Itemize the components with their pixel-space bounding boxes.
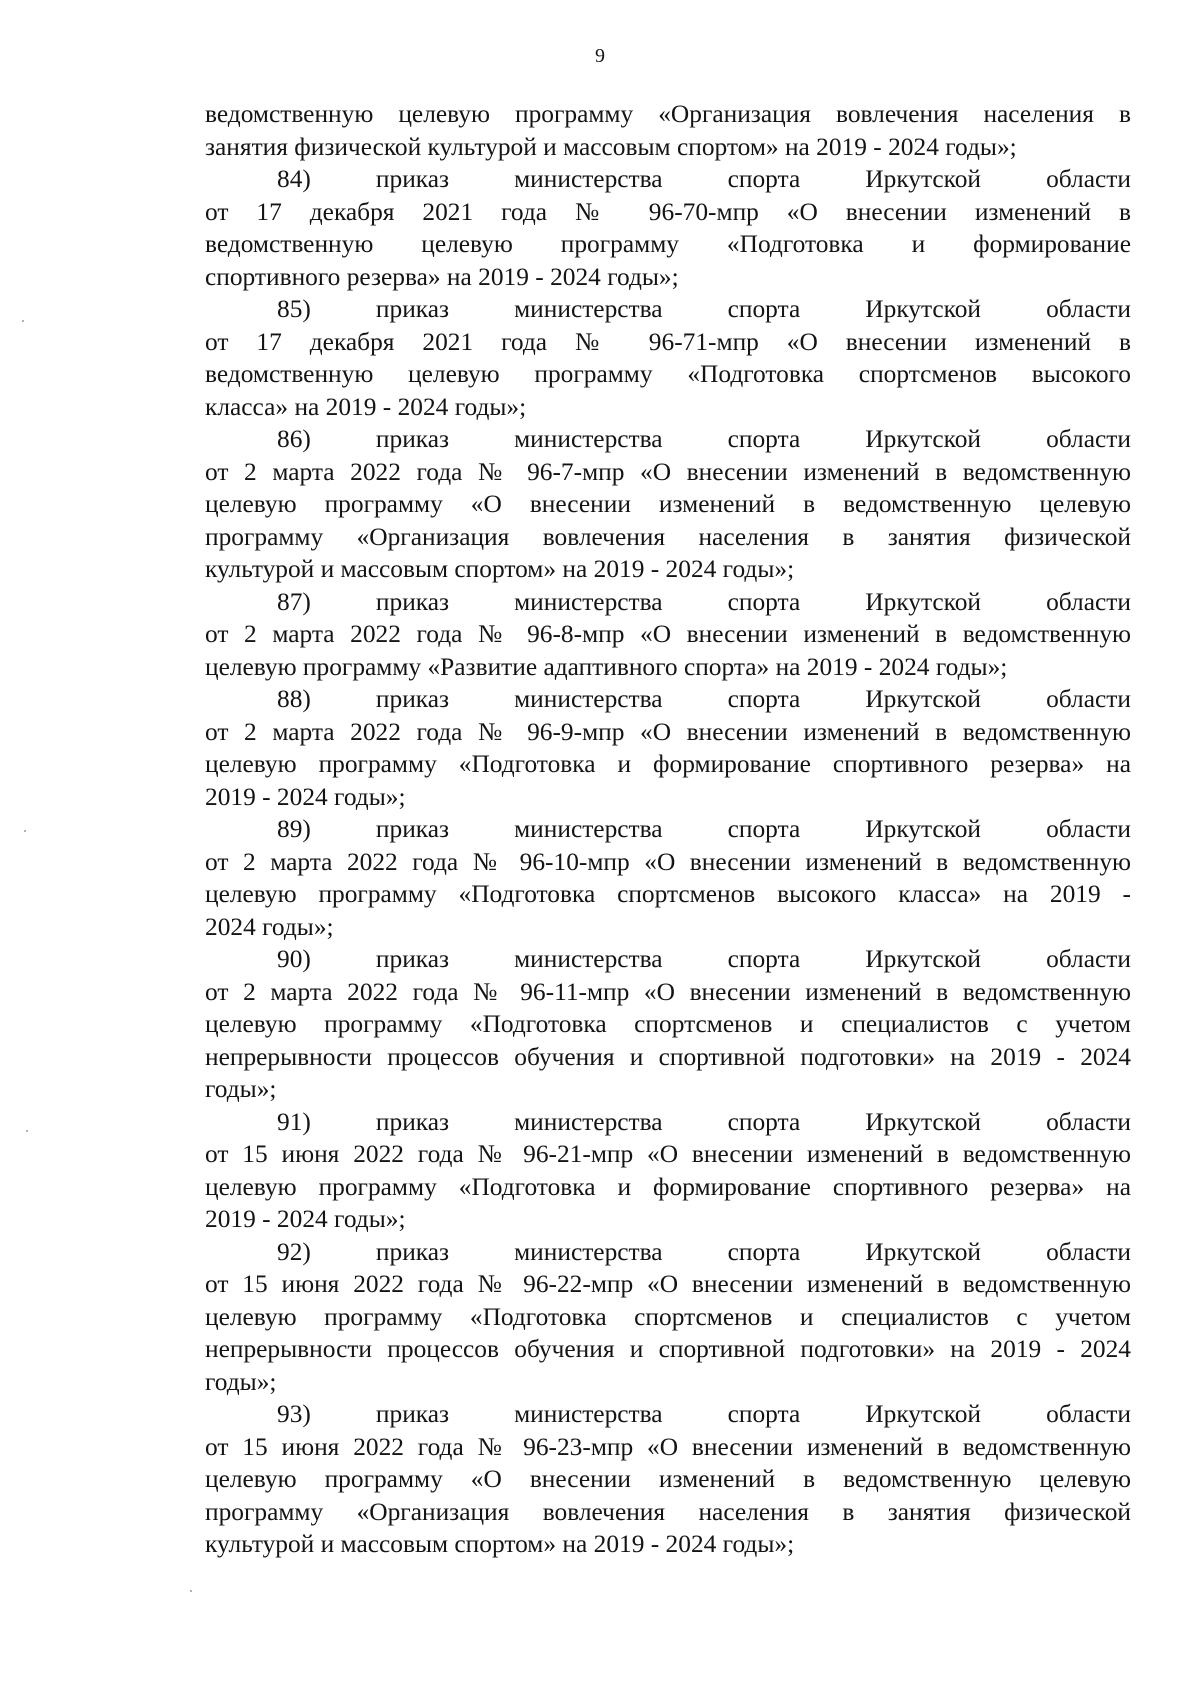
text-line: от 2 марта 2022 года № 96-7-мпр «О внесении изменений в ведомственную: [205, 457, 1131, 486]
head-word: спорта: [727, 165, 801, 193]
item-number: 84): [277, 165, 311, 193]
order-item-head: [205, 683, 1131, 716]
text-line: от 2 марта 2022 года № 96-8-мпр «О внесении изменений в ведомственную: [205, 620, 1131, 648]
page-number: 9: [595, 45, 605, 67]
text-line: ведомственную целевую программу «Организация вовлечения населения в: [205, 100, 1131, 128]
order-item-head: [205, 1398, 1131, 1431]
text-line: от 2 марта 2022 года № 96-10-мпр «О внесении изменений в ведомственную: [205, 847, 1131, 876]
order-item: [205, 1398, 1131, 1561]
head-word: спорта: [727, 685, 801, 713]
text-line: годы»;: [205, 1367, 277, 1396]
order-item: [205, 1236, 1131, 1399]
head-word: Иркутской: [865, 295, 981, 323]
item-number: 86): [277, 425, 311, 453]
order-item: [205, 813, 1131, 943]
order-item-head: [205, 813, 1131, 846]
head-word: спорта: [727, 945, 801, 973]
text-line: культурой и массовым спортом» на 2019 - 2024 годы»;: [205, 1530, 795, 1558]
order-item: [205, 683, 1131, 813]
item-number: 93): [277, 1400, 311, 1428]
head-word: области: [1046, 1237, 1131, 1266]
order-item: [205, 163, 1131, 293]
order-item: [205, 293, 1131, 423]
order-item: [205, 423, 1131, 586]
text-line: культурой и массовым спортом» на 2019 - 2024 годы»;: [205, 555, 795, 583]
head-word: министерства: [514, 165, 663, 193]
head-word: области: [1046, 1107, 1131, 1136]
head-word: спорта: [727, 1400, 801, 1428]
head-word: области: [1046, 425, 1131, 453]
head-word: Иркутской: [865, 425, 981, 453]
order-list: [205, 163, 1131, 1561]
head-word: Иркутской: [865, 1107, 981, 1136]
head-word: приказ: [375, 165, 450, 193]
order-item-head: [205, 293, 1131, 326]
item-number: 89): [277, 815, 311, 843]
text-line: от 15 июня 2022 года № 96-22-мпр «О внесении изменений в ведомственную: [205, 1270, 1131, 1298]
scan-speck: [26, 1130, 28, 1132]
text-line: программу «Организация вовлечения населения в занятия физической: [205, 522, 1131, 551]
head-word: Иркутской: [865, 1400, 981, 1428]
text-line: целевую программу «Развитие адаптивного спорта» на 2019 - 2024 годы»;: [205, 652, 1008, 681]
scan-speck: [22, 320, 24, 322]
head-word: спорта: [727, 295, 801, 323]
text-line: занятия физической культурой и массовым спортом» на 2019 - 2024 годы»;: [205, 132, 1017, 161]
head-word: министерства: [514, 945, 663, 973]
text-line: целевую программу «Подготовка спортсменов и специалистов с учетом: [205, 1302, 1131, 1331]
order-item-head: [205, 163, 1131, 196]
head-word: министерства: [514, 685, 663, 713]
head-word: спорта: [727, 1107, 801, 1136]
item-number: 87): [277, 587, 311, 616]
intro-paragraph: [205, 98, 1131, 163]
text-line: целевую программу «Подготовка спортсменов и специалистов с учетом: [205, 1010, 1131, 1038]
head-word: министерства: [514, 425, 663, 453]
head-word: Иркутской: [865, 815, 981, 843]
head-word: приказ: [375, 587, 450, 616]
head-word: области: [1046, 685, 1131, 713]
head-word: спорта: [727, 425, 801, 453]
text-line: годы»;: [205, 1075, 277, 1103]
head-word: Иркутской: [865, 1237, 981, 1266]
text-line: целевую программу «Подготовка и формирование спортивного резерва» на: [205, 1172, 1131, 1201]
head-word: области: [1046, 587, 1131, 616]
text-line: от 17 декабря 2021 года № 96-71-мпр «О внесении изменений в: [205, 327, 1131, 356]
head-word: спорта: [727, 815, 801, 843]
head-word: области: [1046, 1400, 1131, 1428]
order-item-head: [205, 1106, 1131, 1139]
text-line: целевую программу «О внесении изменений в ведомственную целевую: [205, 490, 1131, 518]
head-word: приказ: [375, 1400, 450, 1428]
order-item-head: [205, 943, 1131, 976]
text-line: целевую программу «Подготовка и формирование спортивного резерва» на: [205, 750, 1131, 778]
order-item-head: [205, 586, 1131, 619]
item-number: 85): [277, 295, 311, 323]
text-line: ведомственную целевую программу «Подготовка спортсменов высокого: [205, 360, 1131, 388]
head-word: Иркутской: [865, 685, 981, 713]
head-word: приказ: [375, 425, 450, 453]
text-line: целевую программу «Подготовка спортсменов высокого класса» на 2019 -: [205, 880, 1131, 908]
text-line: непрерывности процессов обучения и спортивной подготовки» на 2019 - 2024: [205, 1042, 1131, 1071]
head-word: области: [1046, 165, 1131, 193]
head-word: Иркутской: [865, 945, 981, 973]
order-item: [205, 1106, 1131, 1236]
text-line: 2019 - 2024 годы»;: [205, 1205, 406, 1233]
item-number: 90): [277, 945, 311, 973]
scan-speck: [190, 1590, 192, 1592]
item-number: 91): [277, 1107, 311, 1136]
text-line: от 17 декабря 2021 года № 96-70-мпр «О внесении изменений в: [205, 197, 1131, 226]
head-word: спорта: [727, 1237, 801, 1266]
head-word: области: [1046, 815, 1131, 843]
text-line: от 15 июня 2022 года № 96-23-мпр «О внесении изменений в ведомственную: [205, 1432, 1131, 1461]
head-word: приказ: [375, 1107, 450, 1136]
text-line: спортивного резерва» на 2019 - 2024 годы»;: [205, 262, 679, 291]
head-word: министерства: [514, 295, 663, 323]
head-word: приказ: [375, 945, 450, 973]
item-number: 92): [277, 1237, 311, 1266]
head-word: приказ: [375, 685, 450, 713]
head-word: Иркутской: [865, 165, 981, 193]
head-word: приказ: [375, 1237, 450, 1266]
text-line: от 2 марта 2022 года № 96-9-мпр «О внесении изменений в ведомственную: [205, 717, 1131, 746]
text-line: класса» на 2019 - 2024 годы»;: [205, 392, 527, 421]
order-item: [205, 586, 1131, 684]
head-word: приказ: [375, 815, 450, 843]
head-word: приказ: [375, 295, 450, 323]
head-word: области: [1046, 945, 1131, 973]
text-line: 2024 годы»;: [205, 912, 334, 941]
document-body: [205, 98, 1131, 1561]
text-line: от 15 июня 2022 года № 96-21-мпр «О внесении изменений в ведомственную: [205, 1140, 1131, 1168]
head-word: министерства: [514, 587, 663, 616]
head-word: спорта: [727, 587, 801, 616]
head-word: министерства: [514, 1107, 663, 1136]
text-line: непрерывности процессов обучения и спортивной подготовки» на 2019 - 2024: [205, 1335, 1131, 1363]
order-item: [205, 943, 1131, 1106]
order-item-head: [205, 423, 1131, 456]
text-line: программу «Организация вовлечения населения в занятия физической: [205, 1497, 1131, 1526]
text-line: 2019 - 2024 годы»;: [205, 782, 406, 811]
item-number: 88): [277, 685, 311, 713]
text-line: целевую программу «О внесении изменений в ведомственную целевую: [205, 1465, 1131, 1493]
text-line: ведомственную целевую программу «Подготовка и формирование: [205, 230, 1131, 258]
scan-speck: [24, 830, 26, 832]
head-word: Иркутской: [865, 587, 981, 616]
head-word: министерства: [514, 815, 663, 843]
order-item-head: [205, 1236, 1131, 1269]
head-word: министерства: [514, 1400, 663, 1428]
head-word: министерства: [514, 1237, 663, 1266]
head-word: области: [1046, 295, 1131, 323]
text-line: от 2 марта 2022 года № 96-11-мпр «О внесении изменений в ведомственную: [205, 977, 1131, 1006]
